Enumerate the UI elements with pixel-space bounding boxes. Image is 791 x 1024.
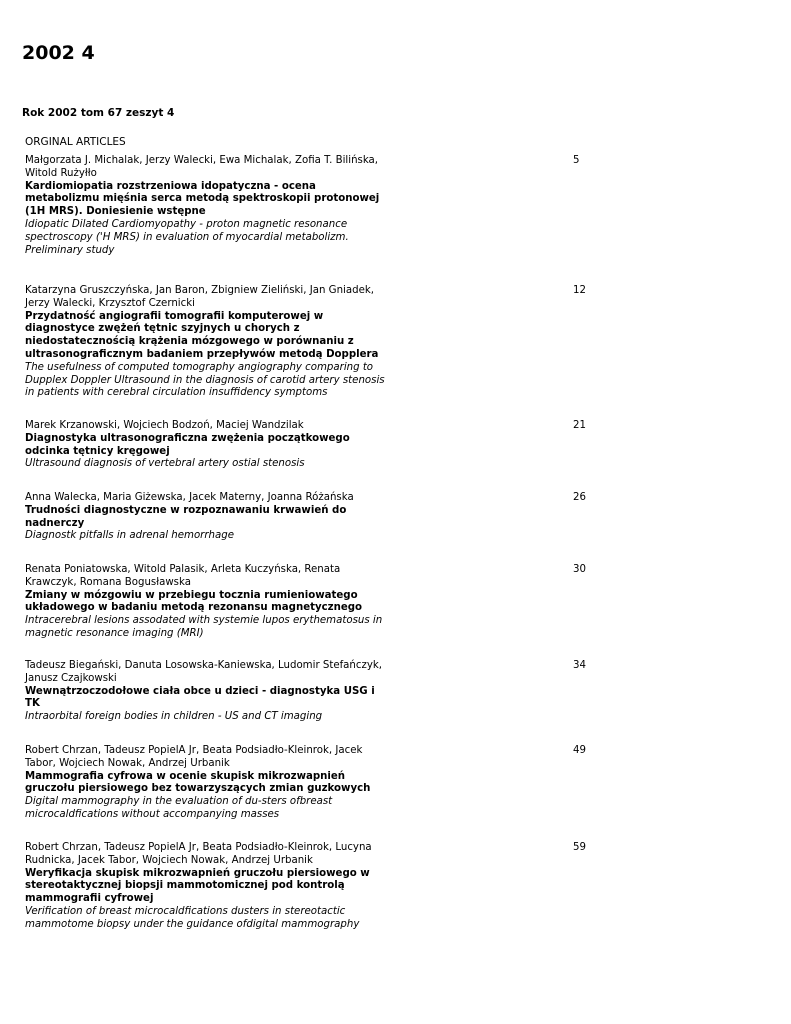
page-title: 2002 4: [22, 42, 95, 64]
article-entry[interactable]: [25, 155, 605, 285]
article-page-number: 26: [573, 492, 586, 503]
article-title-pl[interactable]: Wewnątrzoczodołowe ciała obce u dzieci - diagnostyka USG i TK: [25, 685, 375, 710]
article-title-pl[interactable]: Zmiany w mózgowiu w przebiegu tocznia rumieniowatego układowego w badaniu metodą rezonansu magnetycznego: [25, 589, 363, 614]
article-page-number: 5: [573, 155, 580, 166]
article-title-pl[interactable]: Kardiomiopatia rozstrzeniowa idopatyczna - ocena metabolizmu mięśnia serca metodą spektroskopii protonowej (1H MRS). Doniesienie wstępne: [25, 180, 380, 218]
article-title-en: Digital mammography in the evaluation of du-sters ofbreast microcaldfications without accompanying masses: [25, 796, 333, 820]
article-text: [25, 420, 393, 471]
article-authors: Anna Walecka, Maria Giżewska, Jacek Materny, Joanna Różańska: [25, 492, 354, 503]
article-entry[interactable]: [25, 745, 605, 842]
article-text: [25, 842, 393, 932]
article-entry[interactable]: [25, 842, 605, 942]
article-title-en: The usefulness of computed tomography angiography comparing to Dupplex Doppler Ultrasound in the diagnosis of carotid artery stenosis in patients with cerebral circulation insuffidency symptoms: [25, 361, 385, 399]
article-page-number: 12: [573, 285, 586, 296]
article-title-en: Ultrasound diagnosis of vertebral artery ostial stenosis: [25, 458, 305, 470]
article-entry[interactable]: [25, 420, 605, 492]
article-title-pl[interactable]: Weryfikacja skupisk mikrozwapnień gruczołu piersiowego w stereotaktycznej biopsji mammotomicznej pod kontrolą mammografii cyfrowej: [25, 867, 370, 905]
section-label: ORGINAL ARTICLES: [25, 136, 126, 148]
article-text: [25, 564, 393, 641]
article-list: [25, 155, 605, 942]
article-title-en: Diagnostk pitfalls in adrenal hemorrhage: [25, 530, 234, 542]
article-entry[interactable]: [25, 492, 605, 564]
article-page-number: 30: [573, 564, 586, 575]
article-page-number: 59: [573, 842, 586, 853]
article-text: [25, 492, 393, 543]
article-entry[interactable]: [25, 285, 605, 420]
issue-line: Rok 2002 tom 67 zeszyt 4: [22, 107, 175, 119]
article-title-pl[interactable]: Trudności diagnostyczne w rozpoznawaniu krwawień do nadnerczy: [25, 504, 347, 529]
article-authors: Marek Krzanowski, Wojciech Bodzoń, Maciej Wandzilak: [25, 420, 304, 431]
article-page-number: 34: [573, 660, 586, 671]
article-title-en: Intracerebral lesions assodated with systemie lupos erythematosus in magnetic resonance imaging (MRI): [25, 615, 383, 639]
article-text: [25, 155, 393, 257]
article-entry[interactable]: [25, 564, 605, 660]
article-authors: Renata Poniatowska, Witold Palasik, Arleta Kuczyńska, Renata Krawczyk, Romana Bogusławska: [25, 564, 341, 588]
article-title-en: Verification of breast microcaldfications dusters in stereotactic mammotome biopsy under the guidance ofdigital mammography: [25, 905, 360, 930]
article-page-number: 21: [573, 420, 586, 431]
article-title-pl[interactable]: Diagnostyka ultrasonograficzna zwężenia początkowego odcinka tętnicy kręgowej: [25, 432, 350, 457]
article-title-en: Idiopatic Dilated Cardiomyopathy - proton magnetic resonance spectroscopy ('H MRS) in evaluation of myocardial metabolizm. Preliminary study: [25, 218, 349, 256]
article-title-pl[interactable]: Mammografia cyfrowa w ocenie skupisk mikrozwapnień gruczołu piersiowego bez towarzyszących zmian guzkowych: [25, 770, 371, 795]
article-text: [25, 660, 393, 724]
article-entry[interactable]: [25, 660, 605, 745]
article-authors: Katarzyna Gruszczyńska, Jan Baron, Zbigniew Zieliński, Jan Gniadek, Jerzy Walecki, Krzysztof Czernicki: [25, 285, 374, 309]
article-authors: Robert Chrzan, Tadeusz PopielA Jr, Beata Podsiadło-Kleinrok, Jacek Tabor, Wojciech Nowak, Andrzej Urbanik: [25, 745, 363, 769]
article-title-pl[interactable]: Przydatność angiografii tomografii komputerowej w diagnostyce zwężeń tętnic szyjnych u chorych z niedostatecznością krążenia mózgowego w porównaniu z ultrasonograficznym badaniem przepływów metodą Dopplera: [25, 310, 379, 360]
article-text: [25, 745, 393, 822]
article-title-en: Intraorbital foreign bodies in children - US and CT imaging: [25, 711, 323, 723]
article-authors: Tadeusz Biegański, Danuta Losowska-Kaniewska, Ludomir Stefańczyk, Janusz Czajkowski: [25, 660, 382, 684]
article-authors: Robert Chrzan, Tadeusz PopielA Jr, Beata Podsiadło-Kleinrok, Lucyna Rudnicka, Jacek Tabor, Wojciech Nowak, Andrzej Urbanik: [25, 842, 372, 866]
article-page-number: 49: [573, 745, 586, 756]
article-authors: Małgorzata J. Michalak, Jerzy Walecki, Ewa Michalak, Zofia T. Bilińska, Witold Rużyłło: [25, 155, 379, 179]
article-text: [25, 285, 393, 400]
